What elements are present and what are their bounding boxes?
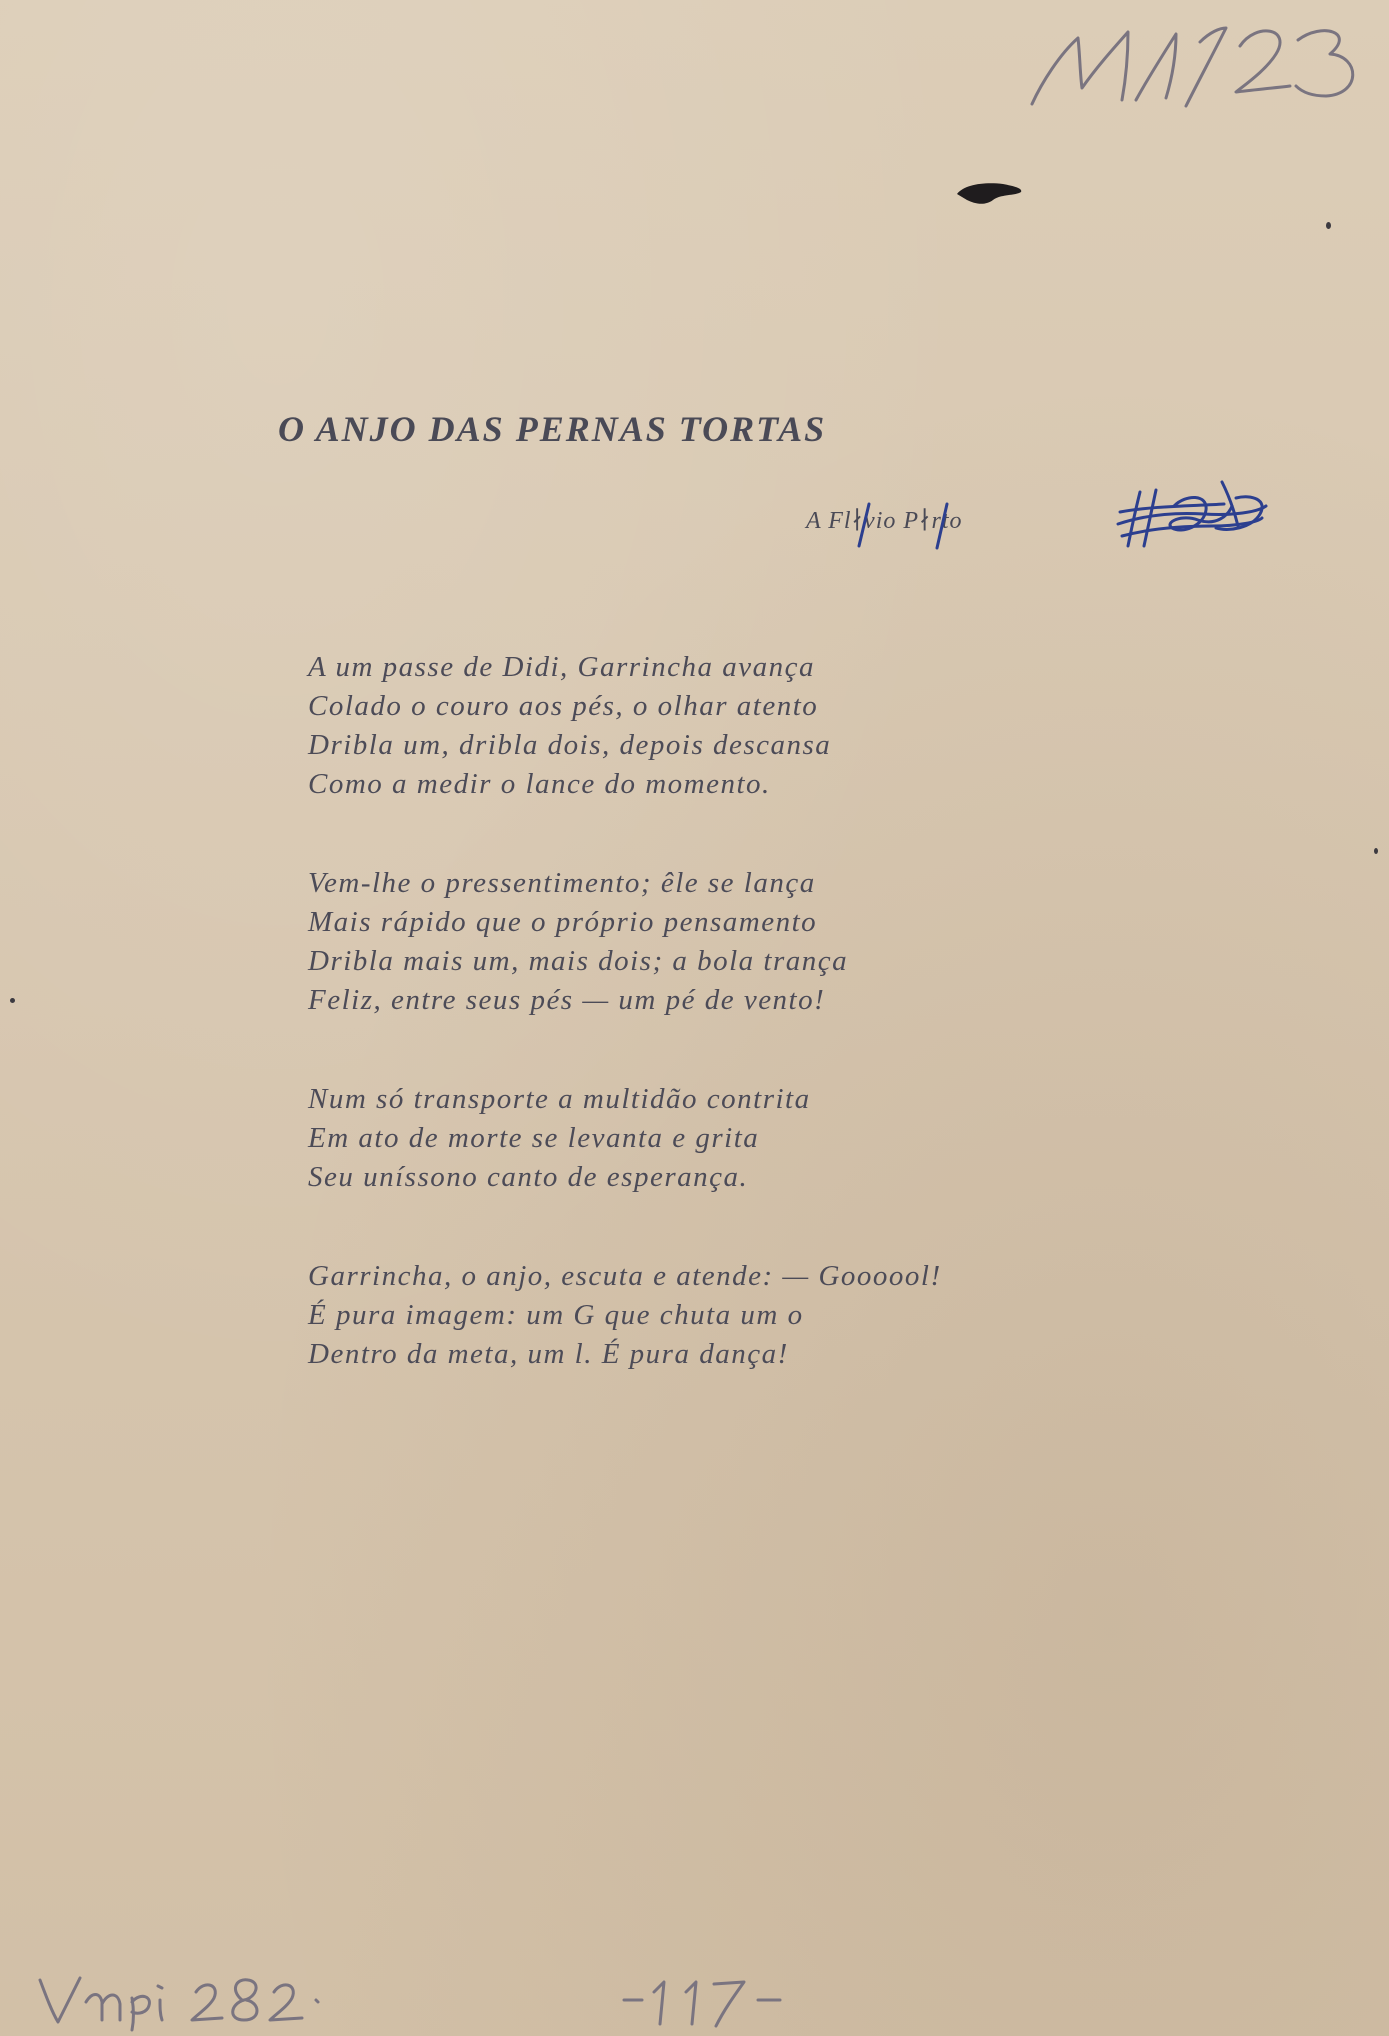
verse-line: Dribla mais um, mais dois; a bola trança <box>308 945 849 977</box>
verse-line: Seu uníssono canto de esperança. <box>308 1161 749 1193</box>
dedication: A Fl∤vio P∤rto <box>806 508 963 534</box>
verse-line: Mais rápido que o próprio pensamento <box>308 906 818 938</box>
ink-scribble <box>1112 476 1272 556</box>
verse-line: Como a medir o lance do momento. <box>308 768 771 800</box>
catalog-mark-handwriting <box>36 1962 336 2032</box>
stanza-1 <box>308 648 831 804</box>
paper-fleck <box>1326 222 1331 229</box>
poem-title: O ANJO DAS PERNAS TORTAS <box>278 409 827 450</box>
page-number-handwriting <box>620 1966 800 2030</box>
verse-line: Feliz, entre seus pés — um pé de vento! <box>308 984 826 1016</box>
verse-line: A um passe de Didi, Garrincha avança <box>308 651 815 683</box>
verse-line: Num só transporte a multidão contrita <box>308 1083 811 1115</box>
stanza-2 <box>308 864 848 1020</box>
verse-line: Garrincha, o anjo, escuta e atende: — Goooool! <box>308 1260 942 1292</box>
stanza-4 <box>308 1257 942 1374</box>
archive-mark-handwriting <box>1030 12 1370 122</box>
paper-fleck <box>10 998 15 1003</box>
ink-correction-strokes <box>855 500 975 550</box>
verse-line: É pura imagem: um G que chuta um o <box>308 1299 804 1331</box>
verse-line: Dentro da meta, um l. É pura dança! <box>308 1338 789 1370</box>
paper-fleck <box>1374 848 1378 854</box>
verse-line: Em ato de morte se levanta e grita <box>308 1122 760 1154</box>
ink-blot <box>955 176 1025 208</box>
stanza-3 <box>308 1080 811 1197</box>
verse-line: Dribla um, dribla dois, depois descansa <box>308 729 832 761</box>
verse-line: Vem-lhe o pressentimento; êle se lança <box>308 867 816 899</box>
verse-line: Colado o couro aos pés, o olhar atento <box>308 690 819 722</box>
